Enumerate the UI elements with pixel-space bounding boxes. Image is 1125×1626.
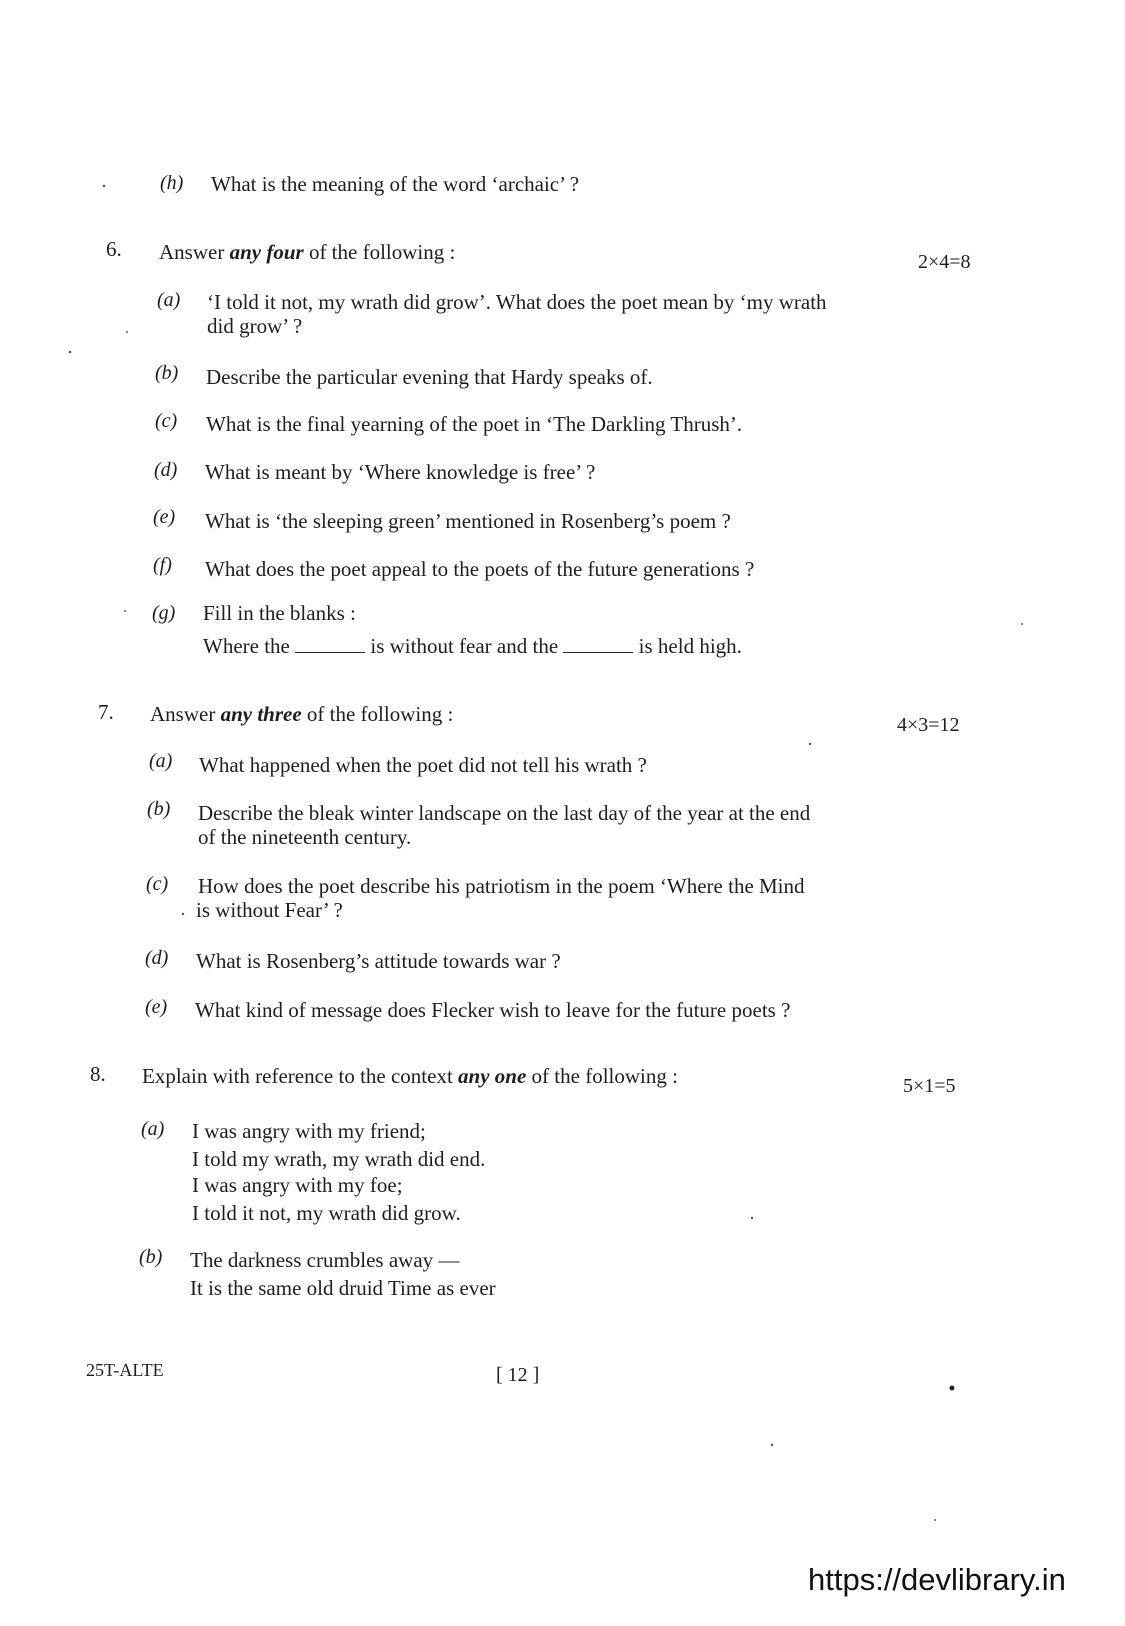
q6-a-line2: did grow’ ?	[207, 314, 303, 338]
q6-b-text: Describe the particular evening that Hardy speaks of.	[206, 365, 653, 389]
q8-intro: Explain with reference to the context any one of the following :	[142, 1064, 678, 1088]
q6-g-line2: Where the is without fear and the is held high.	[203, 634, 742, 658]
q8-a-line2: I told my wrath, my wrath did end.	[192, 1147, 486, 1171]
q6-a-label: (a)	[157, 289, 181, 311]
q5-h-label: (h)	[160, 172, 184, 194]
q6-f-label: (f)	[153, 554, 172, 576]
q7-b-label: (b)	[147, 798, 171, 820]
paper-code: 25T-ALTE	[86, 1360, 164, 1380]
q8-marks: 5×1=5	[903, 1075, 956, 1097]
q6-c-text: What is the final yearning of the poet in ‘The Darkling Thrush’.	[206, 412, 743, 436]
q6-marks: 2×4=8	[918, 251, 971, 273]
q6-d-text: What is meant by ‘Where knowledge is free’ ?	[205, 460, 596, 484]
q6-e-text: What is ‘the sleeping green’ mentioned in Rosenberg’s poem ?	[205, 509, 731, 533]
q6-number: 6.	[106, 237, 122, 261]
q7-d-text: What is Rosenberg’s attitude towards war ?	[196, 949, 561, 973]
q6-f-text: What does the poet appeal to the poets of the future generations ?	[205, 557, 755, 581]
q8-b-line1: The darkness crumbles away —	[190, 1248, 460, 1272]
q6-g-line1: Fill in the blanks :	[203, 601, 356, 625]
q6-intro: Answer any four of the following :	[159, 240, 456, 264]
q7-a-text: What happened when the poet did not tell his wrath ?	[199, 753, 647, 777]
q6-a-line1: ‘I told it not, my wrath did grow’. What does the poet mean by ‘my wrath	[207, 290, 827, 314]
q7-e-label: (e)	[145, 996, 168, 1018]
q8-b-line2: It is the same old druid Time as ever	[190, 1276, 496, 1300]
q8-a-label: (a)	[141, 1118, 165, 1140]
q6-c-label: (c)	[155, 410, 178, 432]
q7-marks: 4×3=12	[897, 714, 960, 736]
q7-intro: Answer any three of the following :	[150, 702, 454, 726]
watermark-url[interactable]: https://devlibrary.in	[808, 1562, 1066, 1597]
q6-g-label: (g)	[152, 602, 176, 624]
page-number: [ 12 ]	[496, 1364, 540, 1386]
q8-a-line1: I was angry with my friend;	[192, 1119, 426, 1143]
q5-h-text: What is the meaning of the word ‘archaic’ ?	[211, 172, 580, 196]
q7-c-line1: How does the poet describe his patriotism in the poem ‘Where the Mind	[198, 874, 805, 898]
q8-a-line4: I told it not, my wrath did grow.	[192, 1201, 461, 1225]
q8-a-line3: I was angry with my foe;	[192, 1173, 403, 1197]
q7-d-label: (d)	[145, 947, 169, 969]
q6-d-label: (d)	[154, 459, 178, 481]
q7-number: 7.	[98, 700, 114, 724]
q8-b-label: (b)	[139, 1246, 163, 1268]
q7-e-text: What kind of message does Flecker wish to leave for the future poets ?	[195, 998, 791, 1022]
q6-b-label: (b)	[155, 362, 179, 384]
q7-c-line2: is without Fear’ ?	[196, 898, 343, 922]
q7-b-line2: of the nineteenth century.	[198, 825, 412, 849]
q7-a-label: (a)	[149, 750, 173, 772]
q7-c-label: (c)	[146, 873, 169, 895]
q7-b-line1: Describe the bleak winter landscape on the last day of the year at the end	[198, 801, 811, 825]
q8-number: 8.	[90, 1062, 106, 1086]
q6-e-label: (e)	[153, 506, 176, 528]
